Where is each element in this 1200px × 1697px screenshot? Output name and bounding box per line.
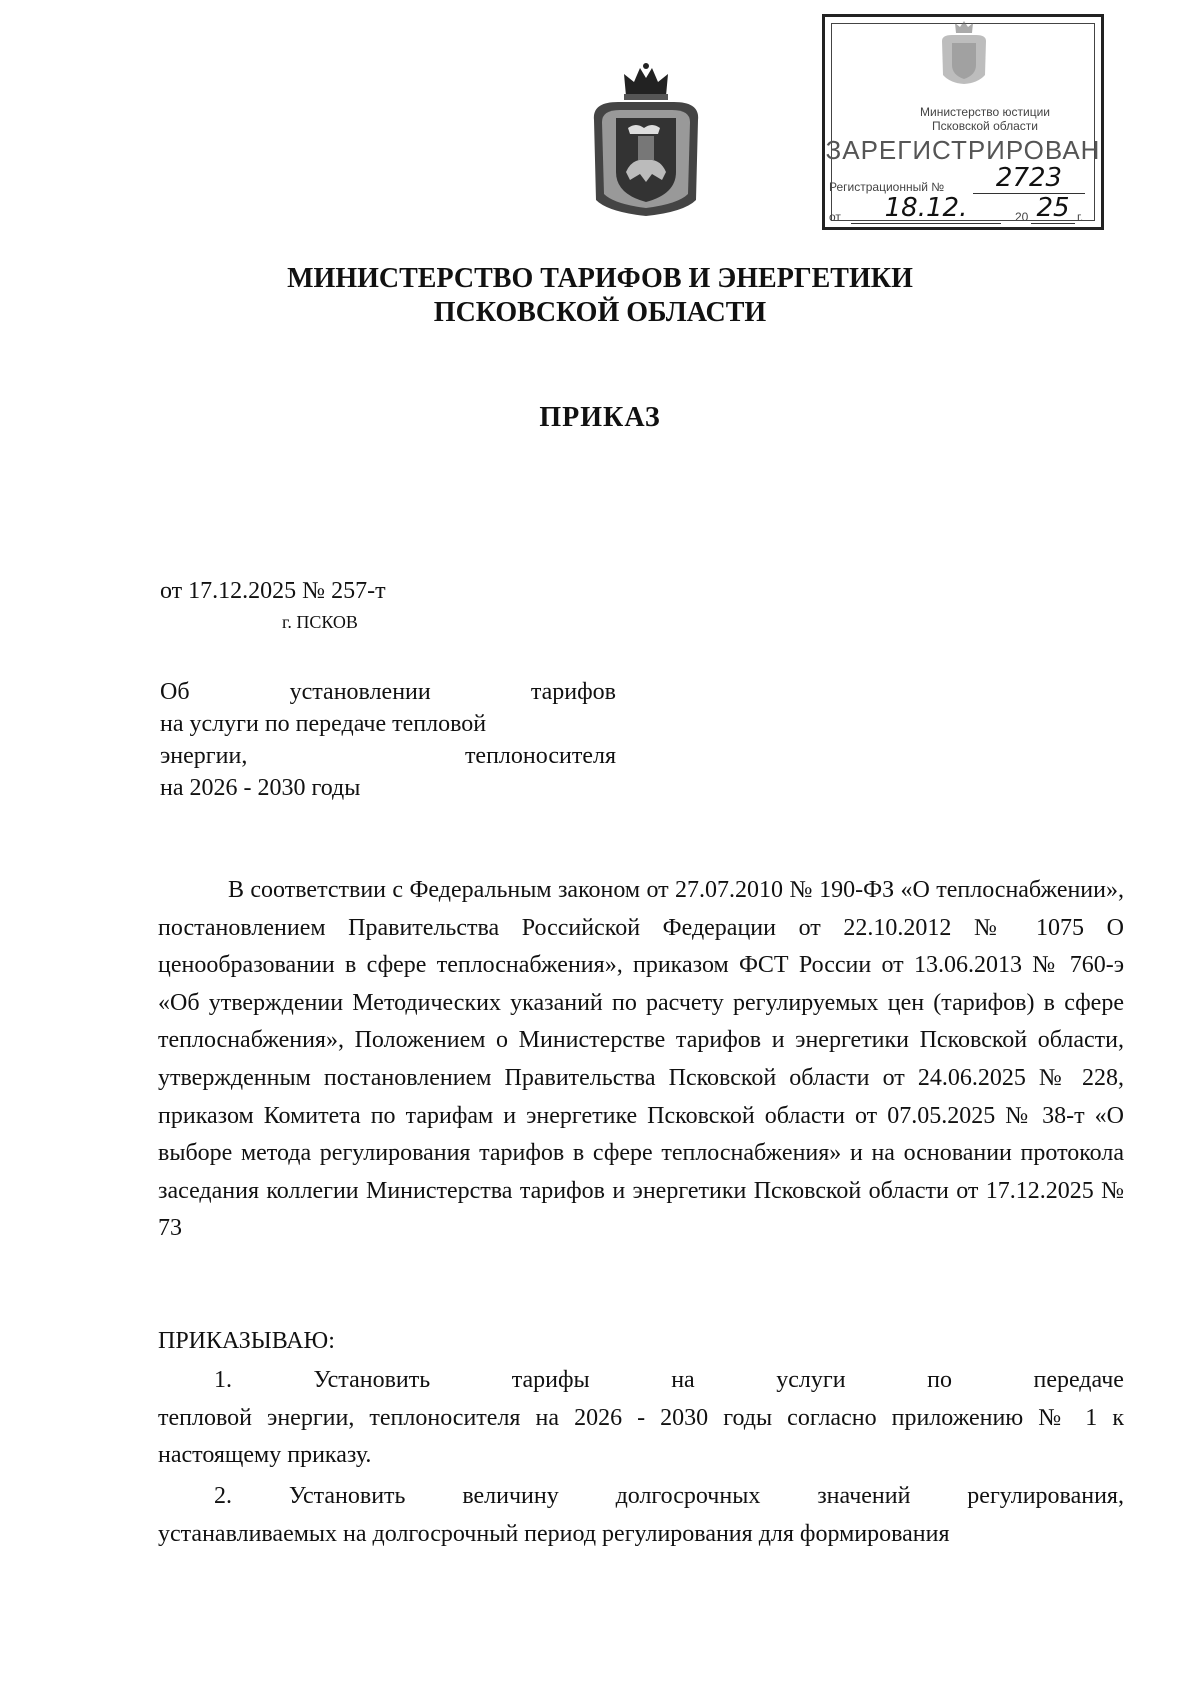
subject-word: тарифов [530,679,616,705]
item-word: услуги [776,1367,846,1393]
subject-line2: на услуги по передаче тепловой [160,711,487,737]
stamp-ministry-line2: Псковской области [932,119,1038,133]
item-word: Установить [313,1367,431,1393]
stamp-ministry-line1: Министерство юстиции [920,105,1050,119]
stamp-reg-date: 18.12. [851,193,1001,224]
item-word: Установить [288,1483,406,1509]
item-2-first-line [158,1478,1124,1516]
ministry-title-line1: МИНИСТЕРСТВО ТАРИФОВ И ЭНЕРГЕТИКИ [287,263,913,294]
order-item-1 [158,1362,1124,1475]
item-number: 2. [214,1483,232,1509]
document-type-title: ПРИКАЗ [539,402,661,433]
stamp-year-prefix: 20 [1015,210,1029,224]
subject-word: теплоносителя [464,743,616,769]
item-number: 1. [214,1367,232,1393]
subject-line4: на 2026 - 2030 годы [160,775,361,801]
registration-stamp [822,14,1104,230]
stamp-emblem-icon [938,21,990,85]
subject-word: Об [160,679,190,705]
item-2-text: устанавливаемых на долгосрочный период регулирования для формирования [158,1520,950,1547]
order-subject [160,676,616,804]
stamp-status: ЗАРЕГИСТРИРОВАН [825,135,1101,165]
stamp-reg-number: 2723 [973,163,1085,194]
subject-line1 [160,676,616,708]
item-1-first-line [158,1362,1124,1400]
item-word: долгосрочных [615,1483,761,1509]
order-item-2 [158,1478,1124,1553]
coat-of-arms-emblem [588,62,704,220]
item-word: передаче [1033,1367,1124,1393]
stamp-year-suffix: г. [1077,210,1084,224]
stamp-reg-label: Регистрационный № [829,180,945,194]
item-word: значений [817,1483,911,1509]
subject-word: энергии, [160,743,248,769]
stamp-year-value: 25 [1031,193,1075,224]
preamble-paragraph: В соответствии с Федеральным законом от 27.07.2010 № 190-ФЗ «О теплоснабжении», постановлением Правительства Российской Федерации от 22.10.2012 № 1075 О ценообразовании в сфере теплоснабжения», приказом ФСТ России от 13.06.2013 № 760-э «Об утверждении Методических указаний по расчету регулируемых цен (тарифов) в сфере теплоснабжения», Положением о Министерстве тарифов и энергетики Псковской области, утвержденным постановлением Правительства Псковской области от 24.06.2025 № 228, приказом Комитета по тарифам и энергетике Псковской области от 07.05.2025 № 38-т «О выборе метода регулирования тарифов в сфере теплоснабжения» и на основании протокола заседания коллегии Министерства тарифов и энергетики Псковской области от 17.12.2025 № 73 [158,877,1124,1242]
ministry-title-line2: ПСКОВСКОЙ ОБЛАСТИ [433,297,767,328]
order-date-number: от 17.12.2025 № 257-т [160,578,386,604]
stamp-from-label: от [829,210,841,224]
item-word: тарифы [511,1367,590,1393]
subject-word: установлении [289,679,431,705]
order-directive-word: ПРИКАЗЫВАЮ: [158,1328,335,1354]
subject-line3 [160,740,616,772]
item-1-text: тепловой энергии, теплоносителя на 2026 - 2030 годы согласно приложению № 1 к настоящему приказу. [158,1404,1124,1469]
item-word: на [671,1367,695,1393]
item-word: регулирования, [967,1483,1124,1509]
order-city: г. ПСКОВ [282,612,358,632]
item-word: по [927,1367,952,1393]
item-word: величину [462,1483,559,1509]
